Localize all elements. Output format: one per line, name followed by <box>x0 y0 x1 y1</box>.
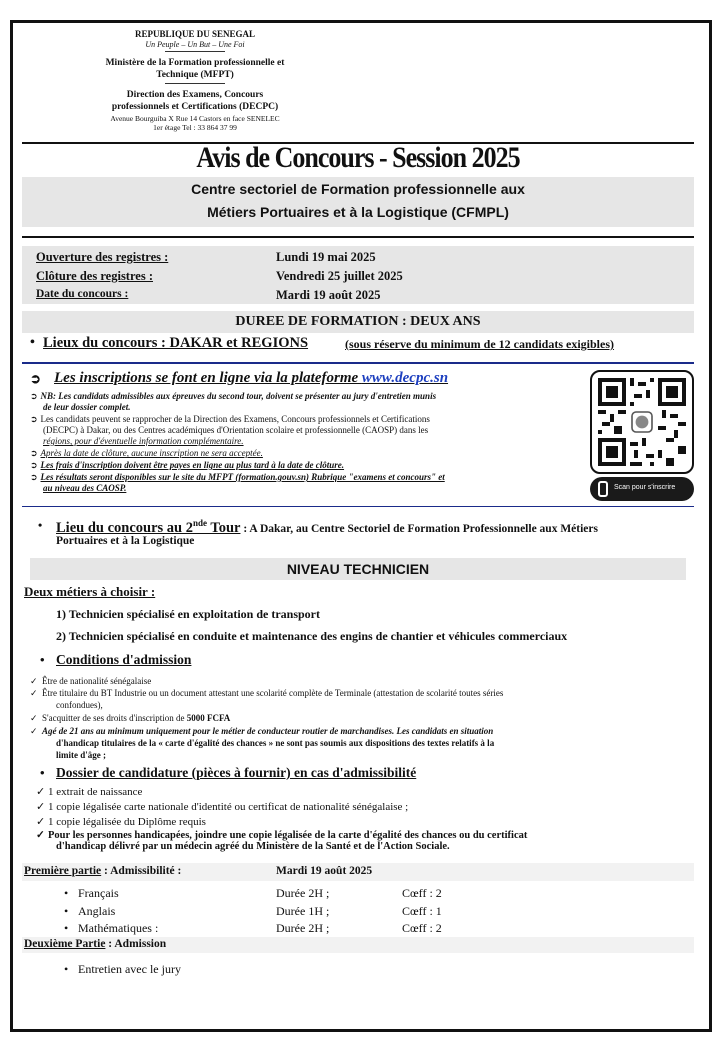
check-icon: ✓ <box>36 830 45 841</box>
centre-rule <box>22 236 694 238</box>
epreuve-maths-duree: Durée 2H ; <box>276 921 330 935</box>
epreuve-maths-coef: Cœff : 2 <box>402 921 442 935</box>
premiere-partie-heading: Première partie : Admissibilité : <box>24 865 182 877</box>
address-line-2: 1er étage Tel : 33 864 37 99 <box>153 123 237 132</box>
scan-label: Scan pour s'inscrire <box>614 484 676 491</box>
page-title: Avis de Concours - Session 2025 <box>196 141 520 174</box>
epreuve-maths: • Mathématiques : <box>64 921 159 935</box>
ministry-line-2: Technique (MFPT) <box>156 70 234 80</box>
arrow-icon: ➲ <box>30 414 38 424</box>
platform-link[interactable]: www.decpc.sn <box>361 370 449 386</box>
date-value-concours: Mardi 19 août 2025 <box>276 288 381 302</box>
duree-formation: DUREE DE FORMATION : DEUX ANS <box>235 314 481 329</box>
conditions-bullet: • <box>40 652 45 667</box>
date-label-cloture: Clôture des registres : <box>36 269 153 283</box>
note-decpc-cont-1: (DECPC) à Dakar, ou des Centres académiques d'Orientation scolaire et professionnelle (CAOSP) dans les <box>43 425 429 435</box>
lieux-note: (sous réserve du minimum de 12 candidats exigibles) <box>345 337 615 351</box>
dossier-extrait: ✓ 1 extrait de naissance <box>36 786 143 798</box>
centre-name-line-2: Métiers Portuaires et à la Logistique (CFMPL) <box>207 204 509 220</box>
date-value-ouverture: Lundi 19 mai 2025 <box>276 250 376 264</box>
condition-droits: ✓ S'acquitter de ses droits d'inscription de 5000 FCFA <box>30 713 231 723</box>
check-icon: ✓ <box>30 726 38 736</box>
inscriptions-rule <box>22 506 694 507</box>
premiere-partie-date: Mardi 19 août 2025 <box>276 865 373 877</box>
condition-age-cont-2: limite d'âge ; <box>56 750 106 760</box>
motto: Un Peuple – Un But – Une Foi <box>145 40 245 49</box>
dossier-heading: Dossier de candidature (pièces à fournir) en cas d'admissibilité <box>56 765 417 780</box>
note-cloture: ➲ Après la date de clôture, aucune inscription ne sera acceptée. <box>30 448 263 458</box>
condition-nationalite: ✓ Être de nationalité sénégalaise <box>30 676 152 686</box>
second-tour-label: Lieu du concours au 2nde Tour <box>56 518 241 536</box>
condition-age-cont-1: d'handicap titulaires de la « carte d'égalité des chances » ne sont pas soumis aux dispositions des textes relatifs à la <box>56 738 495 748</box>
note-resultats: ➲ Les résultats seront disponibles sur le site du MFPT (formation.gouv.sn) Rubrique "examens et concours" et <box>30 472 445 482</box>
metier-1: 1) Technicien spécialisé en exploitation de transport <box>56 607 320 621</box>
note-nb: ➲ NB: Les candidats admissibles aux épreuves du second tour, doivent se présenter au jury d'entretien munis <box>30 391 437 401</box>
dossier-handicap: ✓ Pour les personnes handicapées, joindre une copie légalisée de la carte d'égalité des chances ou du certificat <box>36 830 528 841</box>
epreuve-anglais-coef: Cœff : 1 <box>402 904 442 918</box>
dossier-handicap-cont: d'handicap délivré par un médecin agréé du Ministère de la Santé et de l'Action Sociale. <box>56 841 450 852</box>
dossier-cni: ✓ 1 copie légalisée carte nationale d'identité ou certificat de nationalité sénégalaise ; <box>36 801 409 813</box>
condition-diplome-cont: confondues), <box>56 700 103 710</box>
qr-code-icon <box>598 378 686 466</box>
second-tour-bullet: • <box>38 518 43 532</box>
metiers-heading: Deux métiers à choisir : <box>24 584 156 599</box>
qr-code-frame[interactable] <box>590 370 694 474</box>
check-icon: ✓ <box>30 676 38 686</box>
check-icon: ✓ <box>30 688 38 698</box>
second-tour <box>56 515 696 537</box>
date-label-ouverture: Ouverture des registres : <box>36 250 169 264</box>
epreuve-anglais: • Anglais <box>64 904 116 918</box>
check-icon: ✓ <box>36 786 46 798</box>
epreuve-francais: • Français <box>64 886 119 900</box>
arrow-icon: ➲ <box>30 448 38 458</box>
metier-2: 2) Technicien spécialisé en conduite et maintenance des engins de chantier et véhicules commerciaux <box>56 629 568 643</box>
lieux-rule <box>22 362 694 364</box>
epreuve-entretien: • Entretien avec le jury <box>64 962 181 976</box>
deuxieme-partie-heading: Deuxième Partie : Admission <box>24 938 167 950</box>
check-icon: ✓ <box>36 801 46 813</box>
dossier-diplome: ✓ 1 copie légalisée du Diplôme requis <box>36 816 206 828</box>
lieux-bullet: • <box>30 335 35 350</box>
condition-diplome: ✓ Être titulaire du BT Industrie ou un document attestant une scolarité complète de Terminale (attestation de scolarité toutes séries <box>30 688 504 698</box>
arrow-icon: ➲ <box>30 472 38 482</box>
second-tour-text-cont: Portuaires et à la Logistique <box>56 535 195 547</box>
dossier-bullet: • <box>40 765 45 780</box>
conditions-heading: Conditions d'admission <box>56 652 192 667</box>
date-value-cloture: Vendredi 25 juillet 2025 <box>276 269 403 283</box>
check-icon: ✓ <box>36 816 46 828</box>
date-label-concours: Date du concours : <box>36 288 129 300</box>
inscriptions-label: Les inscriptions se font en ligne via la plateforme <box>54 370 362 386</box>
ministry-rule <box>165 83 225 84</box>
arrow-icon: ➲ <box>30 371 41 386</box>
direction-line-2: professionnels et Certifications (DECPC) <box>111 102 279 112</box>
arrow-icon: ➲ <box>30 460 38 470</box>
phone-icon <box>598 481 608 497</box>
address-line-1: Avenue Bourguiba X Rue 14 Castors en face SENELEC <box>110 114 280 123</box>
scan-button[interactable] <box>590 477 694 501</box>
note-resultats-cont: au niveau des CAOSP. <box>43 483 127 493</box>
epreuve-anglais-duree: Durée 1H ; <box>276 904 330 918</box>
note-nb-cont: de leur dossier complet. <box>43 402 131 412</box>
centre-name-line-1: Centre sectoriel de Formation professionnelle aux <box>191 181 525 197</box>
condition-age: ✓ Agé de 21 ans au minimum uniquement pour le métier de conducteur routier de marchandises. Les candidats en situation <box>30 726 494 736</box>
note-decpc-cont-2: régions, pour d'éventuelle information complémentaire. <box>43 436 244 446</box>
direction-line-1: Direction des Examens, Concours <box>126 90 264 100</box>
country-name: REPUBLIQUE DU SENEGAL <box>134 29 256 39</box>
niveau-technicien: NIVEAU TECHNICIEN <box>286 561 430 577</box>
motto-rule <box>165 51 225 52</box>
inscriptions-text <box>54 370 448 387</box>
lieux-concours: Lieux du concours : DAKAR et REGIONS <box>43 335 309 351</box>
check-icon: ✓ <box>30 713 38 723</box>
epreuve-francais-duree: Durée 2H ; <box>276 886 330 900</box>
note-decpc: ➲ Les candidats peuvent se rapprocher de la Direction des Examens, Concours professionnels et Certifications <box>30 414 430 424</box>
arrow-icon: ➲ <box>30 391 38 401</box>
epreuve-francais-coef: Cœff : 2 <box>402 886 442 900</box>
note-frais: ➲ Les frais d'inscription doivent être payes en ligne au plus tard à la date de clôture. <box>30 460 345 470</box>
ministry-line-1: Ministère de la Formation professionnelle et <box>105 58 285 68</box>
second-tour-text: : A Dakar, au Centre Sectoriel de Formation Professionnelle aux Métiers <box>240 522 598 535</box>
